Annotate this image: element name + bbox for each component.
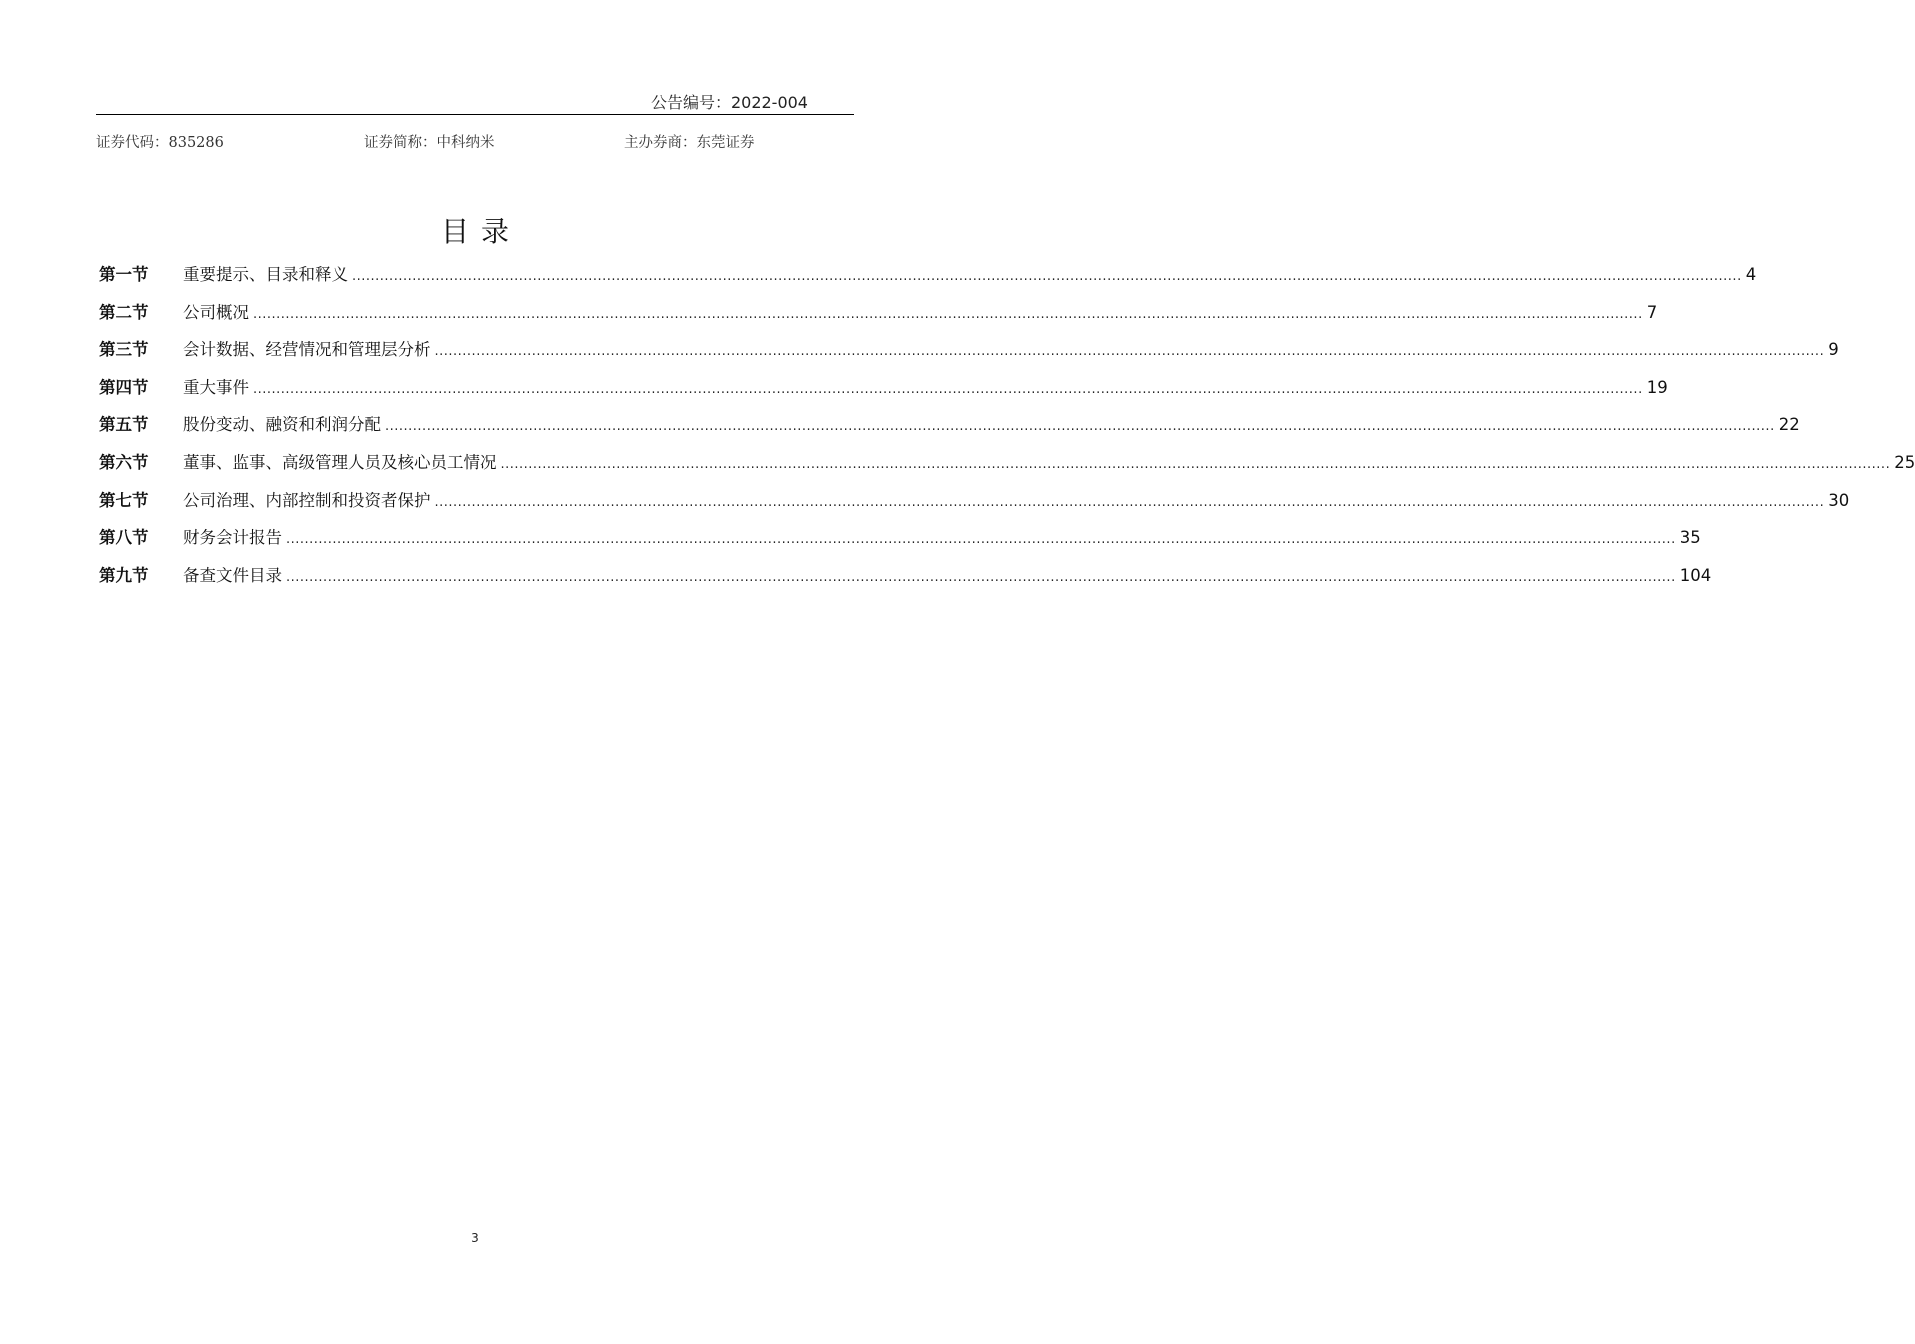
announcement-number: 公告编号：2022-004 xyxy=(650,93,808,112)
toc-section-title: 公司概况 xyxy=(183,302,249,322)
toc-page-number: 30 xyxy=(1828,490,1850,510)
toc-section-title: 公司治理、内部控制和投资者保护 xyxy=(183,490,431,510)
toc-page-number: 19 xyxy=(1646,377,1668,397)
toc-entry[interactable] xyxy=(99,299,1658,337)
toc-dot-leader: ............................................................................................................................................................................................................................................................................................................ xyxy=(500,456,1891,472)
toc-entry[interactable] xyxy=(99,562,1712,600)
toc-page-number: 7 xyxy=(1646,302,1658,322)
toc-section-title: 董事、监事、高级管理人员及核心员工情况 xyxy=(183,452,497,472)
toc-dot-leader: ............................................................................................................................................................................................................................................................................................................ xyxy=(286,532,1676,548)
toc-page-number: 4 xyxy=(1745,265,1757,284)
toc-section-title: 重大事件 xyxy=(183,377,249,397)
toc-entry[interactable] xyxy=(99,411,1800,449)
toc-page-number: 104 xyxy=(1679,565,1712,585)
toc-list xyxy=(99,261,1915,599)
toc-section-number: 第四节 xyxy=(99,377,149,397)
toc-page-number: 25 xyxy=(1894,452,1915,472)
toc-section-number: 第八节 xyxy=(99,528,149,548)
toc-section-title: 股份变动、融资和利润分配 xyxy=(183,415,381,435)
securities-name: 证券简称：中科纳米 xyxy=(364,135,495,151)
toc-entry[interactable] xyxy=(99,336,1839,374)
toc-section-number: 第五节 xyxy=(99,415,149,435)
sponsor-broker: 主办券商：东莞证券 xyxy=(624,135,755,151)
toc-section-number: 第九节 xyxy=(99,565,149,585)
toc-dot-leader: ............................................................................................................................................................................................................................................................................................................ xyxy=(434,494,1825,510)
toc-entry[interactable] xyxy=(99,524,1701,562)
toc-dot-leader: ............................................................................................................................................................................................................................................................................................................ xyxy=(286,569,1676,585)
securities-info-row xyxy=(96,131,854,151)
toc-dot-leader: ............................................................................................................................................................................................................................................................................................................ xyxy=(253,306,1643,322)
toc-section-title: 会计数据、经营情况和管理层分析 xyxy=(183,340,431,360)
toc-entry[interactable] xyxy=(99,261,1757,299)
toc-dot-leader: ............................................................................................................................................................................................................................................................................................................ xyxy=(434,344,1825,360)
toc-section-number: 第一节 xyxy=(99,265,149,284)
toc-page-number: 35 xyxy=(1679,528,1701,548)
toc-section-number: 第七节 xyxy=(99,490,149,510)
toc-section-number: 第二节 xyxy=(99,302,149,322)
toc-title: 目录 xyxy=(440,215,521,248)
toc-section-number: 第六节 xyxy=(99,452,149,472)
header-divider xyxy=(96,114,854,115)
toc-dot-leader: ............................................................................................................................................................................................................................................................................................................ xyxy=(253,381,1643,397)
toc-entry[interactable] xyxy=(99,374,1668,412)
securities-code: 证券代码：835286 xyxy=(96,135,224,151)
toc-entry[interactable] xyxy=(99,449,1915,487)
toc-page-number: 9 xyxy=(1828,340,1839,360)
toc-dot-leader: ............................................................................................................................................................................................................................................................................................................ xyxy=(385,419,1775,435)
toc-dot-leader: ............................................................................................................................................................................................................................................................................................................ xyxy=(352,269,1742,284)
toc-section-title: 重要提示、目录和释义 xyxy=(183,265,348,284)
toc-entry[interactable] xyxy=(99,487,1850,525)
toc-page-number: 22 xyxy=(1778,415,1800,435)
toc-section-title: 财务会计报告 xyxy=(183,528,282,548)
page-number: 3 xyxy=(471,1231,479,1245)
toc-section-title: 备查文件目录 xyxy=(183,565,282,585)
toc-section-number: 第三节 xyxy=(99,340,149,360)
